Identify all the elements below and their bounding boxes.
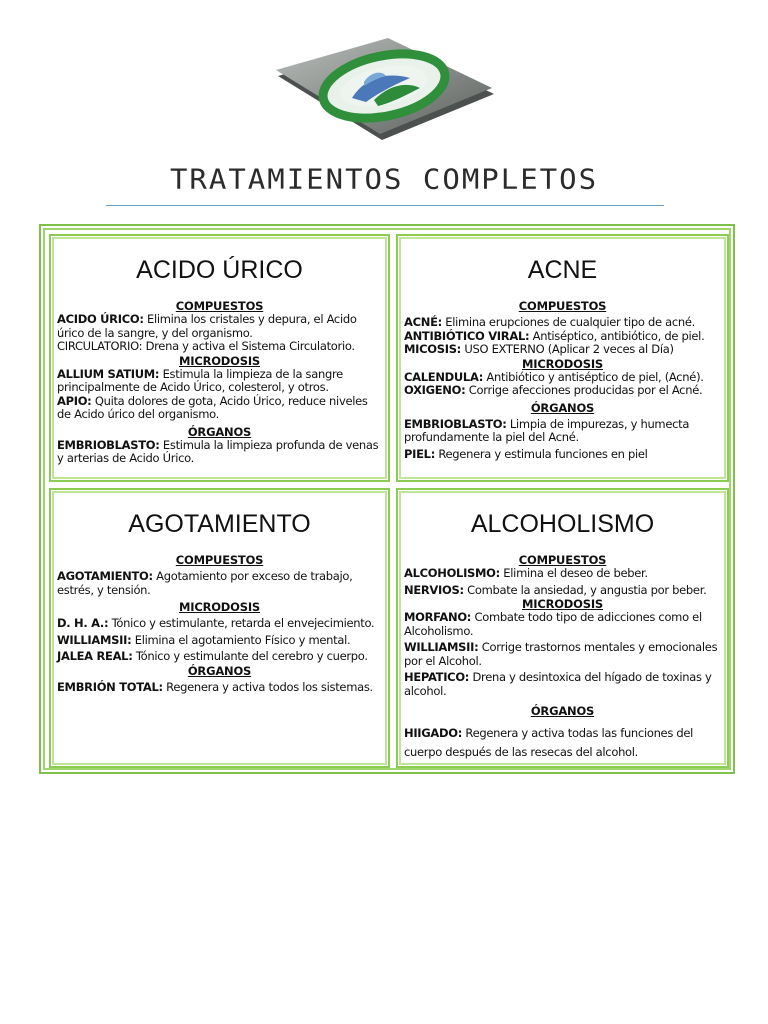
treatment-item: EMBRIOBLASTO: Estimula la limpieza profunda de venas y arterias de Acido Úrico. (57, 437, 379, 465)
section-heading: ÓRGANOS (187, 663, 252, 678)
section-heading: MICRODOSIS (522, 597, 603, 611)
treatment-item: OXIGENO: Corrige afecciones producidas por el Acné. (404, 383, 703, 397)
treatment-item: NERVIOS: Combate la ansiedad, y angustia por beber. (404, 582, 707, 597)
treatment-item: MORFANO: Combate todo tipo de adicciones como el Alcoholismo. (404, 610, 702, 638)
card-acne (396, 234, 729, 482)
treatment-item: HEPATICO: Drena y desintoxica del hígado de toxinas y alcohol. (404, 670, 712, 698)
treatment-item: D. H. A.: Tónico y estimulante, retarda el envejecimiento. (57, 616, 375, 630)
title-divider (106, 205, 664, 206)
treatment-item: WILLIAMSII: Corrige trastornos mentales y emocionales por el Alcohol. (404, 640, 718, 668)
treatment-item: WILLIAMSII: Elimina el agotamiento Físico y mental. (57, 632, 351, 647)
logo (270, 36, 500, 148)
section-heading: MICRODOSIS (179, 353, 260, 368)
treatment-item: AGOTAMIENTO: Agotamiento por exceso de trabajo, estrés, y tensión. (57, 569, 353, 597)
card-alcoholismo (396, 488, 729, 768)
treatment-item: ALCOHOLISMO: Elimina el deseo de beber. (404, 566, 648, 580)
treatments-grid (39, 224, 735, 774)
treatment-item: MICOSIS: USO EXTERNO (Aplicar 2 veces al Día) (404, 342, 674, 356)
card-acido-urico (49, 234, 390, 482)
section-heading: COMPUESTOS (175, 299, 264, 313)
card-title: ALCOHOLISMO (470, 510, 655, 538)
card-agotamiento (49, 488, 390, 768)
treatment-item: JALEA REAL: Tónico y estimulante del cerebro y cuerpo. (57, 649, 368, 663)
treatment-item: EMBRIOBLASTO: Limpia de impurezas, y humecta profundamente la piel del Acné. (404, 416, 690, 444)
section-heading: ÓRGANOS (530, 704, 595, 718)
treatment-item: APIO: Quita dolores de gota, Acido Úrico, reduce niveles de Acido úrico del organismo. (57, 393, 368, 421)
treatment-item: ANTIBIÓTICO VIRAL: Antiséptico, antibiótico, de piel. (404, 328, 705, 343)
section-heading: COMPUESTOS (175, 553, 264, 567)
section-heading: MICRODOSIS (179, 600, 260, 614)
treatment-item: EMBRIÓN TOTAL: Regenera y activa todos los sistemas. (57, 679, 373, 694)
treatment-item: CALENDULA: Antibiótico y antiséptico de piel, (Acné). (404, 369, 704, 384)
card-title: ACNE (527, 256, 598, 284)
treatment-item: ALLIUM SATIUM: Estimula la limpieza de la sangre principalmente de Acido Úrico, colesterol, y otros. (57, 366, 343, 394)
page-title: TRATAMIENTOS COMPLETOS (169, 162, 599, 196)
section-heading: COMPUESTOS (518, 553, 607, 567)
section-heading: COMPUESTOS (518, 299, 607, 313)
treatment-item: PIEL: Regenera y estimula funciones en piel (404, 446, 648, 461)
section-heading: MICRODOSIS (522, 356, 603, 371)
treatment-item: ACIDO ÚRICO: Elimina los cristales y depura, el Acido úrico de la sangre, y del organismo. (57, 312, 357, 340)
logo-tile-icon (270, 36, 500, 148)
treatment-item: HIIGADO: Regenera y activa todas las funciones del cuerpo después de las resecas del alcohol. (404, 726, 694, 759)
treatment-item: ACNÉ: Elimina erupciones de cualquier tipo de acné. (404, 315, 696, 329)
section-heading: ÓRGANOS (187, 424, 252, 439)
section-heading: ÓRGANOS (530, 400, 595, 415)
card-title: AGOTAMIENTO (128, 510, 311, 538)
treatment-item: CIRCULATORIO: Drena y activa el Sistema Circulatorio. (57, 339, 355, 353)
card-title: ACIDO ÚRICO (136, 256, 303, 284)
